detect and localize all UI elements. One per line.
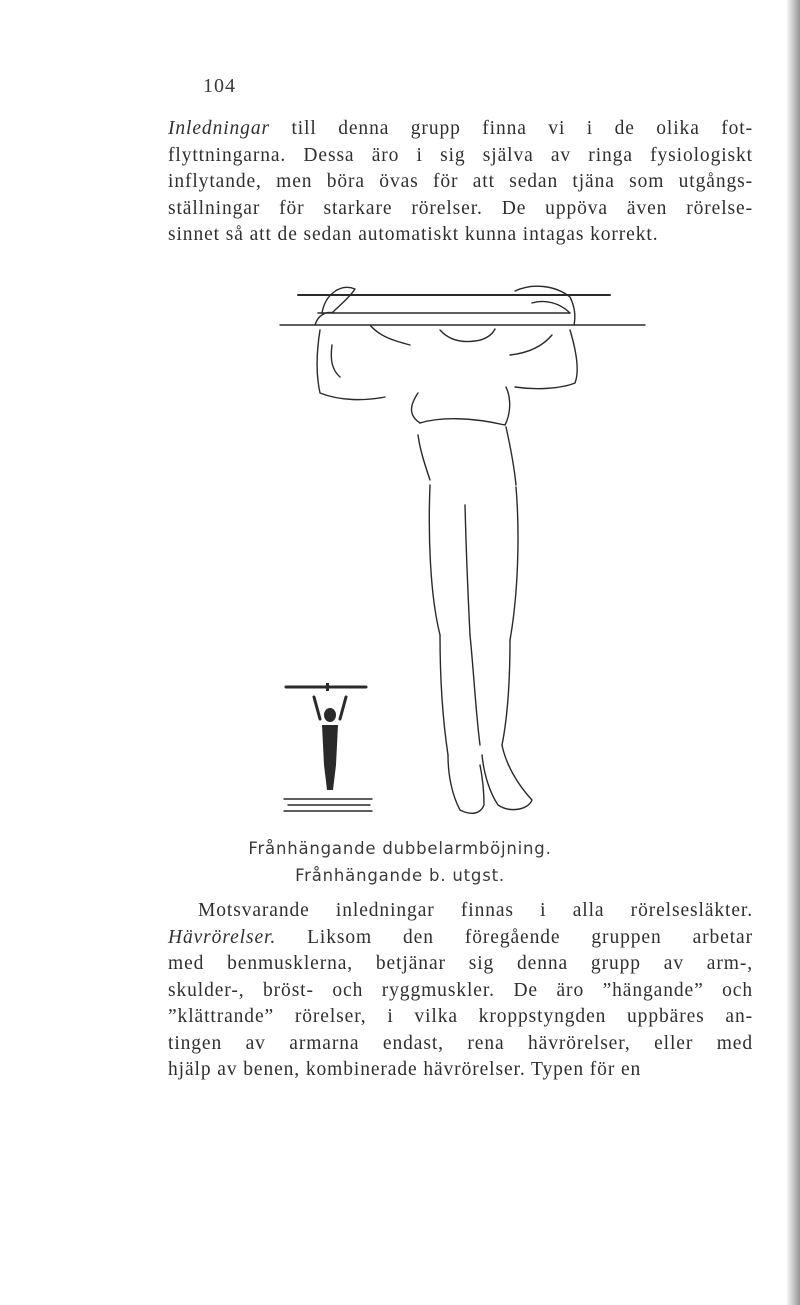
paragraph-line: hjälp av benen, kombinerade hävrörelser. Typen för en	[168, 1059, 642, 1080]
hanging-exercise-illustration	[270, 275, 650, 835]
paragraph-line: sinnet så att de sedan automatiskt kunna intagas korrekt.	[168, 224, 659, 245]
paragraph-line: inflytande, men böra övas för att sedan tjäna som utgångs-	[168, 171, 753, 192]
paragraph-line: tingen av armarna endast, rena hävrörelser, eller med	[168, 1032, 753, 1054]
paragraph-line: med benmusklerna, betjänar sig denna grupp av arm-,	[168, 953, 753, 974]
paragraph-line: ställningar för starkare rörelser. De uppöva även rörelse-	[168, 197, 753, 219]
paragraph-line: skulder-, bröst- och ryggmuskler. De äro ”hängande” och	[168, 979, 753, 1001]
italic-term: Hävrörelser.	[168, 926, 277, 948]
paragraph-havrorelser	[168, 898, 753, 1084]
paragraph-intro	[168, 116, 753, 249]
paragraph-line: Motsvarande inledningar finnas i alla rörelsesläkter.	[198, 900, 753, 921]
paragraph-line: Inledningar till denna grupp finna vi i de olika fot-	[168, 118, 753, 139]
paragraph-line: ”klättrande” rörelser, i vilka kroppstyngden uppbäres an-	[168, 1006, 753, 1027]
figure-caption-line2: Frånhängande b. utgst.	[295, 866, 505, 885]
page-number: 104	[203, 75, 236, 97]
paragraph-line: flyttningarna. Dessa äro i sig själva av ringa fysiologiskt	[168, 144, 753, 166]
figure-caption-line1: Frånhängande dubbelarmböjning.	[248, 839, 552, 858]
italic-term: Inledningar	[168, 118, 270, 139]
page-edge-shadow	[786, 0, 800, 1305]
paragraph-line: Hävrörelser. Liksom den föregående gruppen arbetar	[168, 926, 753, 948]
